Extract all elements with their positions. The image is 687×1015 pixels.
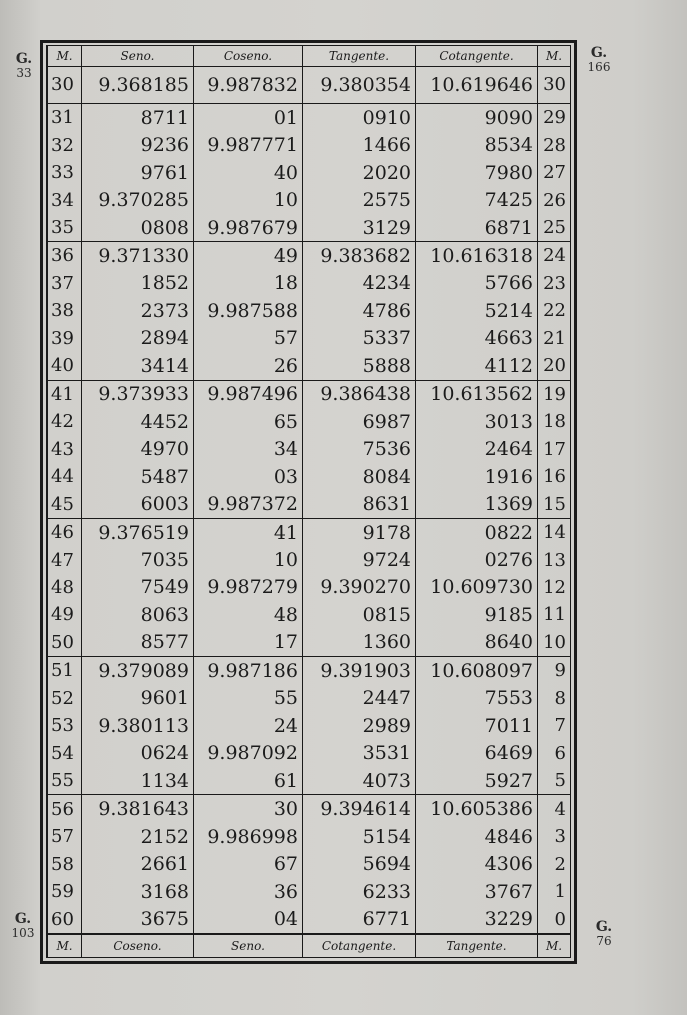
margin-note-letter: G. [15,51,33,67]
cell-minutes: 39 [48,325,82,352]
table-row [48,574,571,601]
cell-minutes: 42 [48,408,82,435]
cell-seno: 9.381643 [82,795,194,823]
table-row [48,905,571,934]
header-cotangente: Cotangente. [416,46,538,67]
table-row [48,103,571,131]
cell-cotangente: 10.609730 [416,574,538,601]
cell-seno: 3675 [82,905,194,934]
cell-minutes: 44 [48,463,82,490]
cell-coseno: 9.987092 [194,740,303,767]
cell-minutes: 50 [48,629,82,657]
cell-tangente: 6987 [303,408,416,435]
cell-seno: 9761 [82,159,194,186]
table-row [48,712,571,739]
cell-cotangente: 7011 [416,712,538,739]
cell-minutes-right: 26 [538,186,571,213]
cell-tangente: 5888 [303,352,416,380]
table-row [48,601,571,628]
cell-seno: 9.376519 [82,518,194,546]
cell-coseno: 9.987279 [194,574,303,601]
cell-tangente: 9.383682 [303,242,416,270]
margin-note-letter: G. [590,45,608,61]
cell-coseno: 18 [194,270,303,297]
table-row [48,795,571,823]
cell-minutes-right: 16 [538,463,571,490]
table-row [48,186,571,213]
table-row [48,740,571,767]
cell-coseno: 9.987771 [194,131,303,158]
cell-tangente: 3129 [303,214,416,242]
cell-cotangente: 1916 [416,463,538,490]
cell-tangente: 0910 [303,103,416,131]
cell-minutes: 35 [48,214,82,242]
cell-minutes-right: 0 [538,905,571,934]
cell-tangente: 8084 [303,463,416,490]
cell-cotangente: 3767 [416,878,538,905]
cell-seno: 0808 [82,214,194,242]
cell-cotangente: 10.613562 [416,380,538,408]
cell-seno: 5487 [82,463,194,490]
cell-cotangente: 6469 [416,740,538,767]
cell-minutes-right: 7 [538,712,571,739]
cell-seno: 8063 [82,601,194,628]
margin-note-number: 76 [596,934,612,948]
cell-tangente: 2575 [303,186,416,213]
cell-minutes-right: 4 [538,795,571,823]
cell-minutes-right: 12 [538,574,571,601]
cell-cotangente: 10.616318 [416,242,538,270]
table-row [48,408,571,435]
cell-tangente: 9178 [303,518,416,546]
table-footer [48,934,571,957]
cell-tangente: 9.391903 [303,657,416,685]
cell-tangente: 0815 [303,601,416,628]
trig-table [47,46,571,957]
cell-tangente: 9.386438 [303,380,416,408]
cell-coseno: 9.987372 [194,490,303,518]
margin-note-top-right [584,46,614,74]
cell-minutes: 56 [48,795,82,823]
cell-minutes-right: 28 [538,131,571,158]
cell-cotangente: 7425 [416,186,538,213]
cell-cotangente: 10.619646 [416,67,538,104]
cell-minutes: 57 [48,823,82,850]
cell-coseno: 10 [194,186,303,213]
cell-coseno: 9.987496 [194,380,303,408]
cell-seno: 9.373933 [82,380,194,408]
cell-cotangente: 2464 [416,435,538,462]
cell-minutes-right: 24 [538,242,571,270]
margin-note-bottom-left [8,912,38,940]
cell-cotangente: 9090 [416,103,538,131]
header-seno: Seno. [82,46,194,67]
table-row [48,767,571,795]
cell-minutes: 45 [48,490,82,518]
cell-cotangente: 8640 [416,629,538,657]
table-row [48,380,571,408]
cell-seno: 9.379089 [82,657,194,685]
cell-minutes: 53 [48,712,82,739]
cell-seno: 8711 [82,103,194,131]
table-body [48,67,571,935]
cell-minutes-right: 14 [538,518,571,546]
cell-tangente: 7536 [303,435,416,462]
cell-minutes: 54 [48,740,82,767]
cell-cotangente: 4846 [416,823,538,850]
cell-cotangente: 4112 [416,352,538,380]
cell-cotangente: 4306 [416,850,538,877]
cell-coseno: 9.986998 [194,823,303,850]
cell-coseno: 34 [194,435,303,462]
cell-coseno: 9.987186 [194,657,303,685]
cell-tangente: 5337 [303,325,416,352]
cell-tangente: 9724 [303,546,416,573]
cell-coseno: 41 [194,518,303,546]
cell-tangente: 9.394614 [303,795,416,823]
cell-minutes: 40 [48,352,82,380]
cell-minutes: 36 [48,242,82,270]
cell-minutes: 47 [48,546,82,573]
cell-minutes-right: 5 [538,767,571,795]
cell-minutes: 49 [48,601,82,628]
cell-seno: 1134 [82,767,194,795]
cell-seno: 2373 [82,297,194,324]
table-row [48,518,571,546]
cell-minutes: 48 [48,574,82,601]
footer-seno: Seno. [194,934,303,957]
cell-minutes-right: 30 [538,67,571,104]
margin-note-top-left [12,52,36,80]
cell-minutes-right: 29 [538,103,571,131]
table-row [48,463,571,490]
cell-minutes-right: 18 [538,408,571,435]
cell-coseno: 10 [194,546,303,573]
footer-tangente: Tangente. [416,934,538,957]
cell-minutes-right: 19 [538,380,571,408]
cell-seno: 6003 [82,490,194,518]
cell-cotangente: 7980 [416,159,538,186]
cell-tangente: 4234 [303,270,416,297]
cell-minutes-right: 15 [538,490,571,518]
cell-seno: 2661 [82,850,194,877]
cell-tangente: 4073 [303,767,416,795]
table-row [48,629,571,657]
margin-note-letter: G. [14,911,32,927]
table-row [48,131,571,158]
cell-minutes-right: 11 [538,601,571,628]
cell-cotangente: 3013 [416,408,538,435]
footer-minutes-right: M. [538,934,571,957]
cell-seno: 7549 [82,574,194,601]
cell-tangente: 2447 [303,685,416,712]
cell-coseno: 57 [194,325,303,352]
cell-tangente: 1466 [303,131,416,158]
table-row [48,546,571,573]
cell-cotangente: 5214 [416,297,538,324]
table-row [48,297,571,324]
cell-minutes-right: 22 [538,297,571,324]
table-row [48,850,571,877]
cell-seno: 9601 [82,685,194,712]
table-row [48,878,571,905]
cell-cotangente: 9185 [416,601,538,628]
cell-coseno: 17 [194,629,303,657]
cell-seno: 2894 [82,325,194,352]
cell-seno: 8577 [82,629,194,657]
cell-tangente: 5694 [303,850,416,877]
cell-cotangente: 3229 [416,905,538,934]
cell-coseno: 55 [194,685,303,712]
cell-cotangente: 4663 [416,325,538,352]
cell-cotangente: 10.608097 [416,657,538,685]
cell-minutes-right: 3 [538,823,571,850]
cell-minutes: 34 [48,186,82,213]
table-row [48,270,571,297]
cell-cotangente: 5927 [416,767,538,795]
cell-minutes: 38 [48,297,82,324]
cell-minutes-right: 8 [538,685,571,712]
cell-cotangente: 8534 [416,131,538,158]
cell-minutes-right: 21 [538,325,571,352]
cell-minutes-right: 25 [538,214,571,242]
margin-note-number: 33 [16,66,32,80]
table-row [48,159,571,186]
cell-cotangente: 0276 [416,546,538,573]
cell-tangente: 9.390270 [303,574,416,601]
cell-coseno: 40 [194,159,303,186]
table-row [48,435,571,462]
cell-minutes-right: 10 [538,629,571,657]
cell-coseno: 26 [194,352,303,380]
header-tangente: Tangente. [303,46,416,67]
cell-seno: 3414 [82,352,194,380]
cell-seno: 2152 [82,823,194,850]
margin-note-number: 166 [587,60,611,74]
cell-minutes: 51 [48,657,82,685]
cell-coseno: 01 [194,103,303,131]
table-row [48,325,571,352]
margin-note-bottom-right [590,920,618,948]
margin-note-number: 103 [11,926,35,940]
cell-minutes: 46 [48,518,82,546]
table-row [48,242,571,270]
cell-coseno: 61 [194,767,303,795]
cell-minutes-right: 23 [538,270,571,297]
cell-coseno: 9.987832 [194,67,303,104]
table-row [48,352,571,380]
cell-minutes: 55 [48,767,82,795]
cell-tangente: 9.380354 [303,67,416,104]
table-row [48,685,571,712]
cell-seno: 1852 [82,270,194,297]
cell-seno: 0624 [82,740,194,767]
cell-tangente: 2989 [303,712,416,739]
table-header [48,46,571,67]
cell-minutes-right: 6 [538,740,571,767]
cell-minutes: 32 [48,131,82,158]
cell-seno: 9.370285 [82,186,194,213]
cell-minutes-right: 2 [538,850,571,877]
footer-minutes: M. [48,934,82,957]
cell-minutes: 58 [48,850,82,877]
cell-tangente: 5154 [303,823,416,850]
cell-minutes: 33 [48,159,82,186]
header-minutes-right: M. [538,46,571,67]
cell-minutes: 43 [48,435,82,462]
cell-tangente: 4786 [303,297,416,324]
cell-seno: 9236 [82,131,194,158]
cell-minutes-right: 1 [538,878,571,905]
footer-coseno: Coseno. [82,934,194,957]
cell-minutes: 52 [48,685,82,712]
cell-coseno: 24 [194,712,303,739]
table-row [48,657,571,685]
cell-coseno: 65 [194,408,303,435]
cell-minutes-right: 27 [538,159,571,186]
cell-coseno: 9.987588 [194,297,303,324]
table-row [48,214,571,242]
footer-cotangente: Cotangente. [303,934,416,957]
header-coseno: Coseno. [194,46,303,67]
cell-tangente: 1360 [303,629,416,657]
cell-coseno: 9.987679 [194,214,303,242]
cell-coseno: 03 [194,463,303,490]
cell-coseno: 49 [194,242,303,270]
cell-coseno: 30 [194,795,303,823]
cell-minutes: 59 [48,878,82,905]
cell-tangente: 6233 [303,878,416,905]
cell-tangente: 3531 [303,740,416,767]
cell-seno: 9.380113 [82,712,194,739]
cell-seno: 4970 [82,435,194,462]
cell-cotangente: 10.605386 [416,795,538,823]
cell-seno: 3168 [82,878,194,905]
cell-cotangente: 6871 [416,214,538,242]
table-row [48,490,571,518]
cell-coseno: 67 [194,850,303,877]
cell-minutes-right: 20 [538,352,571,380]
cell-seno: 9.368185 [82,67,194,104]
cell-cotangente: 1369 [416,490,538,518]
header-minutes: M. [48,46,82,67]
cell-seno: 9.371330 [82,242,194,270]
cell-seno: 4452 [82,408,194,435]
cell-cotangente: 5766 [416,270,538,297]
cell-cotangente: 7553 [416,685,538,712]
cell-minutes: 37 [48,270,82,297]
margin-note-letter: G. [595,919,613,935]
cell-minutes: 60 [48,905,82,934]
cell-minutes: 30 [48,67,82,104]
cell-minutes: 41 [48,380,82,408]
cell-minutes-right: 17 [538,435,571,462]
table-row [48,823,571,850]
cell-coseno: 04 [194,905,303,934]
cell-tangente: 6771 [303,905,416,934]
cell-seno: 7035 [82,546,194,573]
cell-tangente: 2020 [303,159,416,186]
cell-minutes-right: 9 [538,657,571,685]
cell-cotangente: 0822 [416,518,538,546]
cell-coseno: 48 [194,601,303,628]
cell-minutes: 31 [48,103,82,131]
cell-minutes-right: 13 [538,546,571,573]
cell-coseno: 36 [194,878,303,905]
table-row [48,67,571,104]
cell-tangente: 8631 [303,490,416,518]
